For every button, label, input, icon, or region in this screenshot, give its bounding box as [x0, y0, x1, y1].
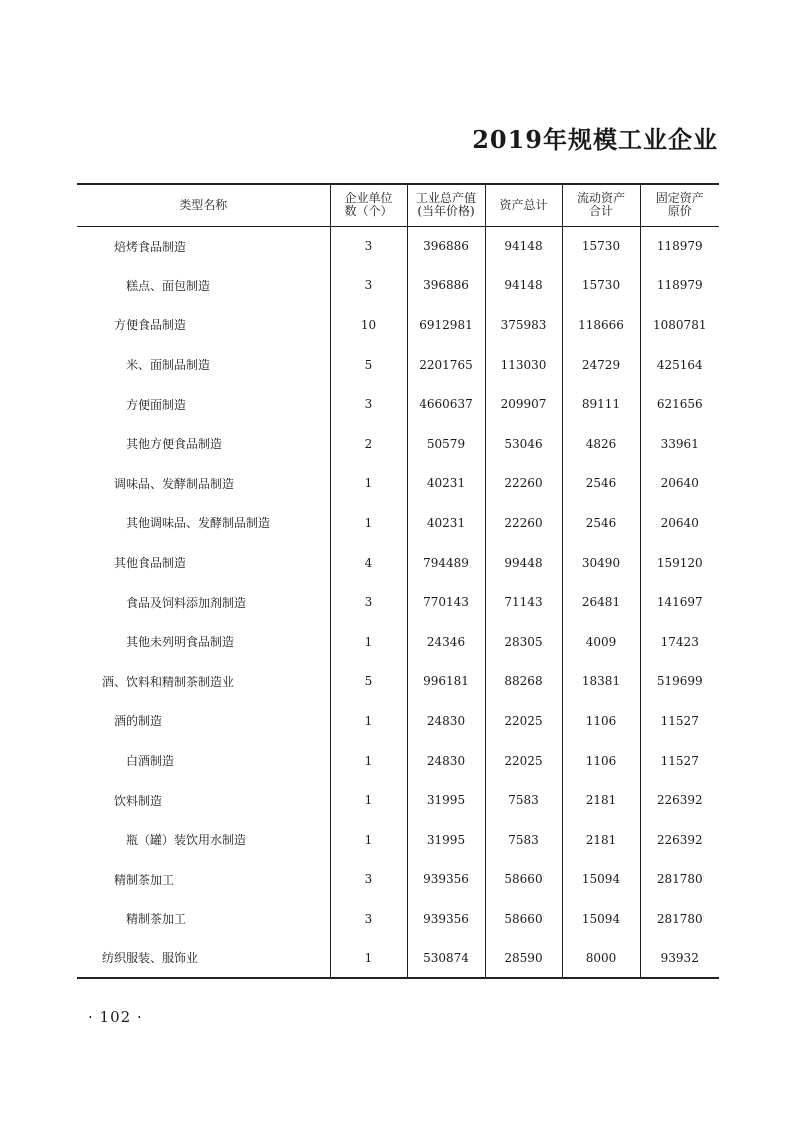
- cell-assets: 113030: [485, 345, 562, 385]
- header-current-char-a: 合: [588, 204, 601, 219]
- cell-units: 1: [330, 820, 407, 860]
- cell-name: 瓶（罐）装饮用水制造: [126, 833, 247, 848]
- cell-assets: 94148: [485, 226, 562, 266]
- cell-assets: 99448: [485, 543, 562, 583]
- table-row: [77, 741, 719, 781]
- table-row: [77, 622, 719, 662]
- table-row: [77, 424, 719, 464]
- header-fixed-char-a: 原: [667, 204, 680, 219]
- table-row: [77, 503, 719, 543]
- cell-name: 糕点、面包制造: [126, 278, 211, 293]
- cell-current: 15094: [562, 899, 640, 939]
- table-row: [77, 543, 719, 583]
- cell-current: 8000: [562, 939, 640, 979]
- cell-name: 其他未列明食品制造: [126, 635, 235, 650]
- header-fixed-line1: 固定资产: [655, 191, 704, 206]
- cell-units: 1: [330, 780, 407, 820]
- table-row: [77, 662, 719, 702]
- cell-fixed: 226392: [640, 820, 719, 860]
- cell-output: 996181: [407, 662, 485, 702]
- header-assets: [485, 184, 562, 226]
- header-fixed-char-b: 价: [679, 204, 692, 219]
- cell-output: 939356: [407, 899, 485, 939]
- cell-name: 其他食品制造: [114, 556, 187, 571]
- cell-name: 焙烤食品制造: [114, 239, 187, 254]
- cell-fixed: 281780: [640, 899, 719, 939]
- header-output-line1: 工业总产值: [415, 191, 476, 206]
- cell-assets: 209907: [485, 384, 562, 424]
- cell-units: 3: [330, 582, 407, 622]
- table-row: [77, 820, 719, 860]
- cell-assets: 22260: [485, 464, 562, 504]
- cell-fixed: 20640: [640, 503, 719, 543]
- cell-assets: 94148: [485, 266, 562, 306]
- cell-assets: 71143: [485, 582, 562, 622]
- cell-name: 方便面制造: [126, 397, 187, 412]
- cell-assets: 22260: [485, 503, 562, 543]
- header-fixed-assets: [640, 184, 719, 226]
- cell-assets: 7583: [485, 820, 562, 860]
- cell-fixed: 519699: [640, 662, 719, 702]
- header-current-assets: [562, 184, 640, 226]
- table-row: [77, 384, 719, 424]
- cell-fixed: 17423: [640, 622, 719, 662]
- cell-units: 4: [330, 543, 407, 583]
- cell-name: 白酒制造: [126, 754, 175, 769]
- table-header: [77, 184, 719, 226]
- header-units: [330, 184, 407, 226]
- cell-fixed: 281780: [640, 860, 719, 900]
- cell-output: 50579: [407, 424, 485, 464]
- cell-assets: 28305: [485, 622, 562, 662]
- cell-name: 精制茶加工: [114, 872, 175, 887]
- table-row: [77, 939, 719, 979]
- cell-current: 1106: [562, 741, 640, 781]
- header-fixed-line2: [654, 205, 706, 218]
- table-row: [77, 582, 719, 622]
- cell-name: 调味品、发酵制品制造: [114, 476, 235, 491]
- cell-output: 530874: [407, 939, 485, 979]
- header-type-name: [77, 184, 330, 226]
- cell-output: 24346: [407, 622, 485, 662]
- industry-table: [77, 183, 719, 979]
- table-row: [77, 899, 719, 939]
- cell-name: 食品及饲料添加剂制造: [126, 595, 247, 610]
- cell-fixed: 621656: [640, 384, 719, 424]
- cell-name: 饮料制造: [114, 793, 163, 808]
- cell-fixed: 159120: [640, 543, 719, 583]
- cell-current: 2181: [562, 780, 640, 820]
- cell-units: 1: [330, 939, 407, 979]
- cell-output: 24830: [407, 741, 485, 781]
- cell-current: 15730: [562, 266, 640, 306]
- cell-units: 1: [330, 741, 407, 781]
- table-row: [77, 464, 719, 504]
- cell-fixed: 118979: [640, 266, 719, 306]
- cell-assets: 58660: [485, 899, 562, 939]
- cell-assets: 58660: [485, 860, 562, 900]
- header-current-char-b: 计: [601, 204, 614, 219]
- table-body: [77, 226, 719, 978]
- cell-assets: 22025: [485, 741, 562, 781]
- header-output-line2: (当年价格): [417, 204, 475, 219]
- cell-output: 939356: [407, 860, 485, 900]
- cell-assets: 22025: [485, 701, 562, 741]
- cell-output: 31995: [407, 820, 485, 860]
- cell-units: 1: [330, 622, 407, 662]
- cell-units: 2: [330, 424, 407, 464]
- table-row: [77, 701, 719, 741]
- cell-fixed: 93932: [640, 939, 719, 979]
- header-current-line1: 流动资产: [576, 191, 625, 206]
- cell-current: 2546: [562, 503, 640, 543]
- cell-current: 30490: [562, 543, 640, 583]
- cell-name: 纺织服装、服饰业: [77, 939, 330, 979]
- cell-fixed: 1080781: [640, 305, 719, 345]
- cell-output: 6912981: [407, 305, 485, 345]
- cell-fixed: 33961: [640, 424, 719, 464]
- cell-fixed: 141697: [640, 582, 719, 622]
- page-number: · 102 ·: [88, 1008, 143, 1026]
- cell-name: 米、面制品制造: [126, 358, 211, 373]
- table-row: [77, 266, 719, 306]
- cell-assets: 7583: [485, 780, 562, 820]
- cell-current: 26481: [562, 582, 640, 622]
- cell-output: 40231: [407, 464, 485, 504]
- cell-units: 5: [330, 662, 407, 702]
- header-current-line2: [575, 205, 627, 218]
- cell-current: 24729: [562, 345, 640, 385]
- cell-units: 10: [330, 305, 407, 345]
- cell-name: 酒、饮料和精制茶制造业: [102, 674, 235, 689]
- table-row: [77, 345, 719, 385]
- cell-assets: 28590: [485, 939, 562, 979]
- cell-output: 396886: [407, 266, 485, 306]
- cell-fixed: 425164: [640, 345, 719, 385]
- cell-current: 1106: [562, 701, 640, 741]
- cell-output: 770143: [407, 582, 485, 622]
- cell-current: 118666: [562, 305, 640, 345]
- cell-current: 15094: [562, 860, 640, 900]
- table-row: [77, 860, 719, 900]
- cell-current: 89111: [562, 384, 640, 424]
- cell-fixed: 11527: [640, 741, 719, 781]
- page-title: 2019年规模工业企业: [472, 125, 718, 154]
- cell-current: 4009: [562, 622, 640, 662]
- cell-units: 3: [330, 384, 407, 424]
- cell-output: 794489: [407, 543, 485, 583]
- header-units-line2: 数（个）: [344, 204, 393, 219]
- cell-units: 3: [330, 899, 407, 939]
- cell-fixed: 20640: [640, 464, 719, 504]
- cell-fixed: 11527: [640, 701, 719, 741]
- table-row: [77, 780, 719, 820]
- cell-current: 2546: [562, 464, 640, 504]
- cell-output: 31995: [407, 780, 485, 820]
- cell-output: 24830: [407, 701, 485, 741]
- table-row: [77, 305, 719, 345]
- cell-current: 2181: [562, 820, 640, 860]
- header-type-name-text: 类型名称: [179, 197, 228, 212]
- cell-output: 396886: [407, 226, 485, 266]
- data-table: [77, 183, 719, 979]
- cell-fixed: 226392: [640, 780, 719, 820]
- cell-name: 其他方便食品制造: [126, 437, 223, 452]
- cell-units: 3: [330, 266, 407, 306]
- cell-output: 4660637: [407, 384, 485, 424]
- cell-units: 1: [330, 701, 407, 741]
- cell-name: 精制茶加工: [126, 912, 187, 927]
- cell-current: 4826: [562, 424, 640, 464]
- header-units-line1: 企业单位: [344, 191, 393, 206]
- cell-current: 15730: [562, 226, 640, 266]
- cell-assets: 53046: [485, 424, 562, 464]
- cell-assets: 88268: [485, 662, 562, 702]
- cell-assets: 375983: [485, 305, 562, 345]
- cell-output: 40231: [407, 503, 485, 543]
- cell-units: 1: [330, 464, 407, 504]
- table-row: [77, 226, 719, 266]
- header-output: [407, 184, 485, 226]
- cell-name: 其他调味品、发酵制品制造: [126, 516, 271, 531]
- cell-units: 3: [330, 226, 407, 266]
- header-assets-text: 资产总计: [499, 197, 548, 212]
- cell-units: 1: [330, 503, 407, 543]
- cell-current: 18381: [562, 662, 640, 702]
- cell-units: 3: [330, 860, 407, 900]
- cell-name: 酒的制造: [114, 714, 163, 729]
- cell-units: 5: [330, 345, 407, 385]
- cell-name: 方便食品制造: [114, 318, 187, 333]
- cell-output: 2201765: [407, 345, 485, 385]
- cell-fixed: 118979: [640, 226, 719, 266]
